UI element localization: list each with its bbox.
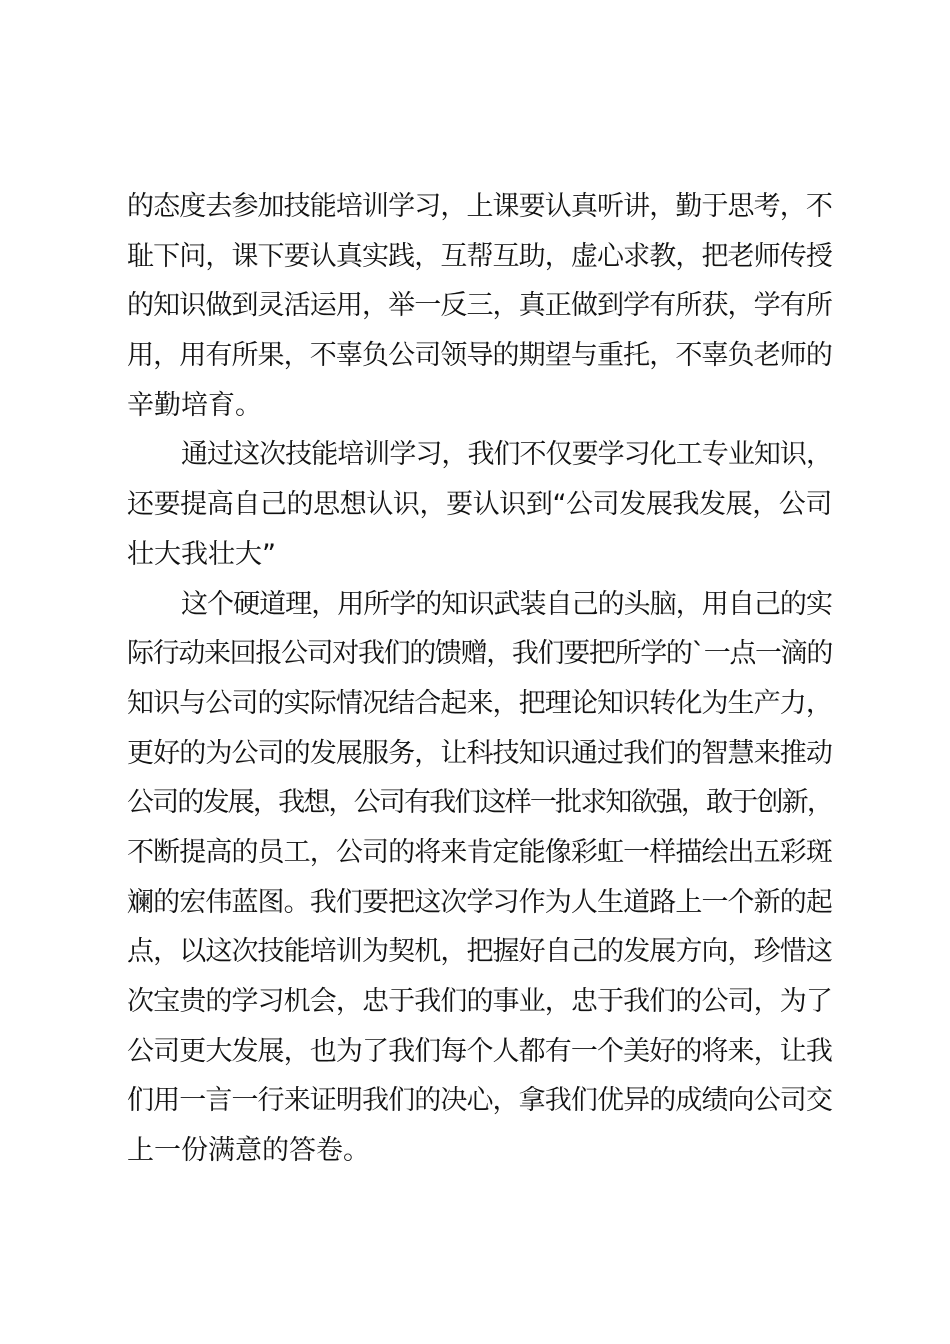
text-line: 这个硬道理，用所学的知识武装自己的头脑，用自己的实: [181, 588, 832, 620]
body-text: [127, 182, 837, 1176]
text-line: 的态度去参加技能培训学习，上课要认真听讲，勤于思考，不: [127, 191, 832, 222]
text-line: 公司的发展，我想，公司有我们这样一批求知欲强，敢于创新，: [127, 787, 832, 819]
text-line: 际行动来回报公司对我们的馈赠，我们要把所学的`一点一滴的: [127, 638, 832, 670]
text-line: 辛勤培育。: [127, 389, 262, 421]
text-line: 壮大我壮大”: [127, 538, 276, 570]
text-line: 通过这次技能培训学习，我们不仅要学习化工专业知识，: [181, 439, 832, 471]
text-line: 们用一言一行来证明我们的决心，拿我们优异的成绩向公司交: [127, 1085, 832, 1117]
text-line: 上一份满意的答卷。: [127, 1135, 370, 1167]
text-line: 公司更大发展，也为了我们每个人都有一个美好的将来，让我: [127, 1035, 832, 1067]
text-line: 的知识做到灵活运用，举一反三，真正做到学有所获，学有所: [127, 290, 832, 322]
text-line: 用，用有所果，不辜负公司领导的期望与重托，不辜负老师的: [127, 340, 832, 372]
text-line: 还要提高自己的思想认识，要认识到“公司发展我发展，公司: [127, 489, 832, 521]
text-line: 知识与公司的实际情况结合起来，把理论知识转化为生产力，: [127, 687, 832, 719]
text-line: 次宝贵的学习机会，忠于我们的事业，忠于我们的公司，为了: [127, 986, 832, 1017]
text-line: 不断提高的员工，公司的将来肯定能像彩虹一样描绘出五彩斑: [127, 836, 832, 868]
text-line: 斓的宏伟蓝图。我们要把这次学习作为人生道路上一个新的起: [127, 886, 832, 918]
text-line: 更好的为公司的发展服务，让科技知识通过我们的智慧来推动: [127, 737, 832, 769]
text-line: 点，以这次技能培训为契机，把握好自己的发展方向，珍惜这: [127, 936, 832, 968]
text-line: 耻下问，课下要认真实践，互帮互助，虚心求教，把老师传授: [127, 240, 832, 272]
